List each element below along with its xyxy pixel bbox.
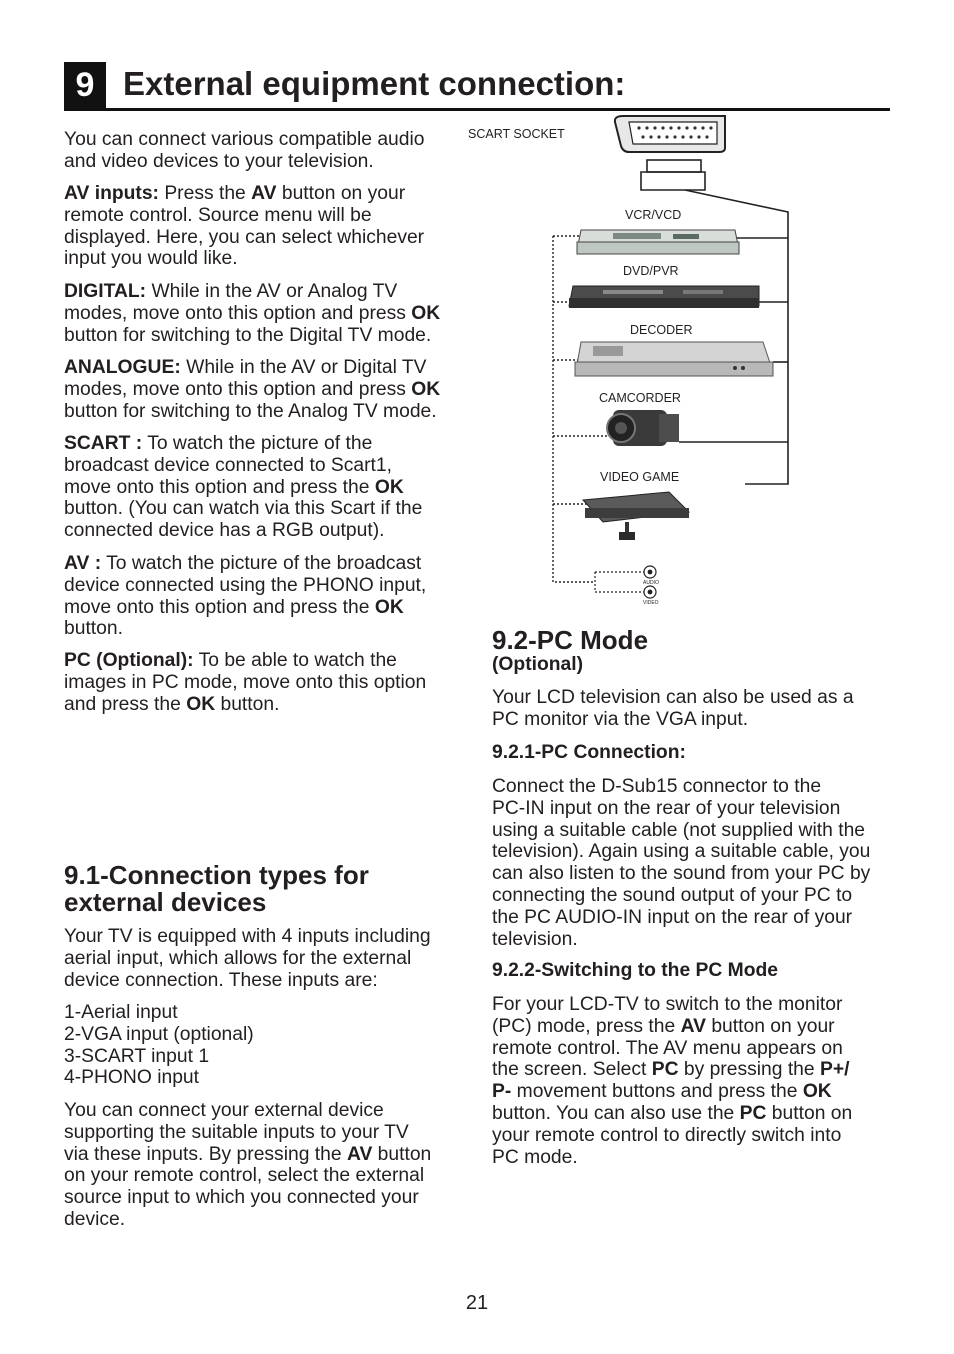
device-label-vcr: VCR/VCD <box>625 208 682 222</box>
bold-term: AV <box>680 1015 706 1037</box>
bold-term: OK <box>802 1081 832 1103</box>
pc-switching-heading: 9.2.2-Switching to the PC Mode <box>492 960 779 981</box>
connection-diagram <box>463 112 793 612</box>
digital-paragraph: DIGITAL: While in the AV or Analog TV modes, move onto this option and press OK button for switching to the Digital TV mode. <box>64 281 441 346</box>
av-phono-paragraph: AV : To watch the picture of the broadcast device connected using the PHONO input, move onto this option and press the OK button. <box>64 553 427 640</box>
pc-optional-paragraph: PC (Optional): To be able to watch the images in PC mode, move onto this option and press the OK button. <box>64 650 427 715</box>
vcr-icon <box>577 230 739 254</box>
device-label-camcorder: CAMCORDER <box>599 391 681 405</box>
page-number: 21 <box>465 1292 489 1314</box>
scart-socket-icon <box>615 116 725 152</box>
analogue-paragraph: ANALOGUE: While in the AV or Digital TV modes, move onto this option and press OK button for switching to the Analog TV mode. <box>64 357 441 422</box>
bold-term: SCART : <box>64 433 143 454</box>
scart-socket-label: SCART SOCKET <box>468 127 565 141</box>
page-title: External equipment connection: <box>123 65 626 102</box>
video-game-icon <box>583 492 689 540</box>
section-number-badge: 9 <box>64 62 106 108</box>
pc-connection-heading: 9.2.1-PC Connection: <box>492 742 686 763</box>
bold-term: PC (Optional): <box>64 650 194 671</box>
section-92-subheading: (Optional) <box>492 654 584 675</box>
phono-video-label: VIDEO <box>643 600 659 606</box>
section-91-closing: You can connect your external device supporting the suitable inputs to your TV via these inputs. By pressing the AV button on your remote control, select the external source input to which you connected your device. <box>64 1100 432 1230</box>
inputs-list: 1-Aerial input 2-VGA input (optional) 3-SCART input 1 4-PHONO input <box>64 1002 254 1089</box>
intro-paragraph: You can connect various compatible audio and video devices to your television. <box>64 129 425 172</box>
dvd-player-icon <box>569 286 759 308</box>
bold-term: OK <box>374 476 404 498</box>
bold-term: OK <box>374 596 404 618</box>
bold-term: ANALOGUE: <box>64 357 181 378</box>
bold-term: OK <box>411 302 441 324</box>
bold-term: PC <box>739 1102 767 1124</box>
phono-audio-label: AUDIO <box>643 580 659 586</box>
bold-term: OK <box>411 378 441 400</box>
scart-paragraph: SCART : To watch the picture of the broadcast device connected to Scart1, move onto this option and press the OK button. (You can watch via this Scart if the connected device has a RGB output). <box>64 433 423 542</box>
phono-jacks-icon <box>595 566 659 606</box>
av-inputs-paragraph: AV inputs: Press the AV button on your remote control. Source menu will be displayed. Here, you can select whichever input you would like. <box>64 183 425 270</box>
section-91-heading: 9.1-Connection types for external devices <box>64 860 369 917</box>
bold-term: DIGITAL: <box>64 281 147 302</box>
bold-term: P+/ P- <box>492 1059 850 1103</box>
camcorder-icon <box>607 410 679 446</box>
bold-term: AV : <box>64 553 102 574</box>
bold-term: OK <box>186 693 216 715</box>
title-divider <box>64 108 890 111</box>
section-91-paragraph: Your TV is equipped with 4 inputs including aerial input, which allows for the external device connection. These inputs are: <box>64 926 431 991</box>
pc-connection-text: Connect the D-Sub15 connector to the PC-IN input on the rear of your television using a suitable cable (not supplied with the television). Again using a suitable cable, you can also listen to the sound from your PC by connecting the sound output of your PC to the PC AUDIO-IN input on the rear of your television. <box>492 776 871 950</box>
decoder-icon <box>575 342 773 376</box>
device-label-dvd: DVD/PVR <box>623 264 679 278</box>
section-92-intro: Your LCD television can also be used as a PC monitor via the VGA input. <box>492 687 854 730</box>
bold-term: AV <box>251 183 277 204</box>
device-label-video-game: VIDEO GAME <box>600 470 680 484</box>
device-label-decoder: DECODER <box>630 323 693 337</box>
bold-term: PC <box>651 1059 679 1081</box>
bold-term: AV inputs: <box>64 183 159 204</box>
bold-term: AV <box>346 1143 373 1165</box>
pc-switching-text: For your LCD-TV to switch to the monitor (PC) mode, press the AV button on your remote control. The AV menu appears on the screen. Select PC by pressing the P+/ P- movement buttons and press the OK button. You can also use the PC button on your remote control to directly switch into PC mode. <box>492 994 853 1168</box>
section-92-heading: 9.2-PC Mode <box>492 625 649 655</box>
